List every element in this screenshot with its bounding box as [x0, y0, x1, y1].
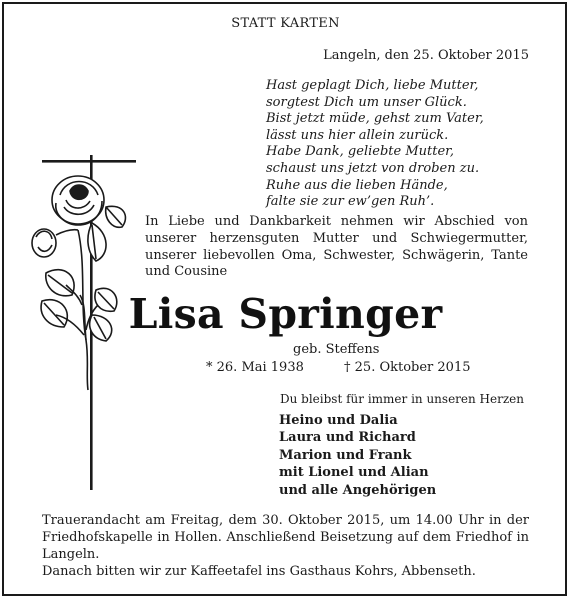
poem-line: Ruhe aus die lieben Hände,	[266, 177, 448, 193]
poem-line: Habe Dank, geliebte Mutter,	[266, 144, 455, 160]
intro-text: In Liebe und Dankbarkeit nehmen wir Abschied von unserer herzensguten Mutter und Schwiegermutter, unserer liebevollen Oma, Schwester, Schwägerin, Tante und Cousine	[145, 214, 528, 280]
service-info: Trauerandacht am Freitag, dem 30. Oktober 2015, um 14.00 Uhr in der Friedhofskapelle in Hollen. Anschließend Beisetzung auf dem Friedhof in Langeln.	[42, 513, 529, 562]
death-date: † 25. Oktober 2015	[344, 360, 471, 375]
family-member: Heino und Dalia	[279, 413, 398, 428]
poem-line: schaust uns jetzt von droben zu.	[266, 160, 480, 176]
family-member: Laura und Richard	[279, 429, 416, 445]
poem-line: Hast geplagt Dich, liebe Mutter,	[266, 78, 479, 93]
family-list	[279, 413, 436, 500]
family-member: mit Lionel und Alian	[279, 464, 429, 480]
deceased-name: Lisa Springer	[128, 290, 443, 338]
header-statt-karten: STATT KARTEN	[231, 16, 340, 31]
born-name: geb. Steffens	[293, 342, 380, 357]
poem-line: falte sie zur ew’gen Ruh’.	[266, 194, 435, 210]
place-date: Langeln, den 25. Oktober 2015	[323, 48, 529, 63]
life-dates	[206, 360, 471, 375]
family-member: und alle Angehörigen	[279, 483, 437, 499]
coffee-info: Danach bitten wir zur Kaffeetafel ins Gasthaus Kohrs, Abbenseth.	[42, 564, 476, 579]
heart-line: Du bleibst für immer in unseren Herzen	[280, 392, 525, 406]
poem-line: Bist jetzt müde, gehst zum Vater,	[266, 111, 484, 127]
poem-line: sorgtest Dich um unser Glück.	[266, 94, 467, 110]
poem	[266, 78, 484, 211]
rose-icon	[32, 176, 125, 390]
family-member: Marion und Frank	[279, 448, 412, 464]
poem-line: lässt uns hier allein zurück.	[266, 127, 449, 143]
birth-date: * 26. Mai 1938	[206, 360, 304, 375]
